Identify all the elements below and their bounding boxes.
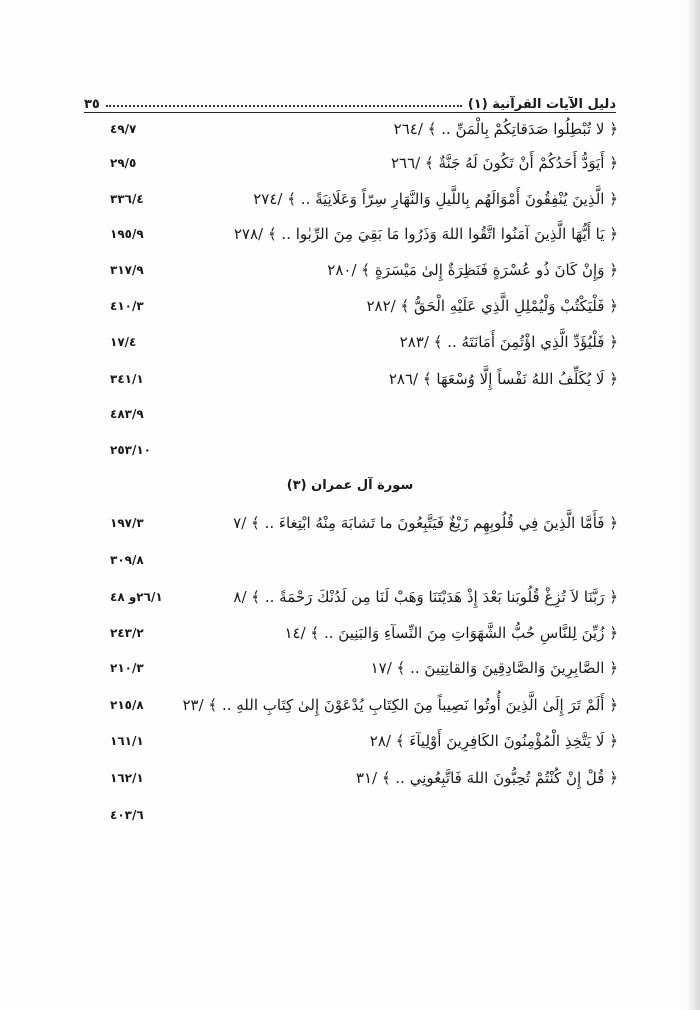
ayah-text: ﴿ أَيَوَدُّ أَحَدُكُمْ أَنْ تَكُونَ لَهُ جَنَّةٌ ﴾ /٢٦٦ [390,154,618,172]
ayah-text: ﴿ فَلْيَكْتُبْ وَلْيُمْلِلِ الَّذِي عَلَيْهِ الْحَقُّ ﴾ /٢٨٢ [366,297,618,315]
ayah-text: ﴿ زُيِّنَ لِلنَّاسِ حُبُّ الشَّهَوَاتِ مِنَ النِّسآءِ وَالبَنِينَ .. ﴾ /١٤ [284,624,618,642]
index-entry [110,294,618,318]
volume-page-reference: ٤١٠/٣ [110,299,144,313]
ayah-text: ﴿ رَبَّنَا لاَ تُزِغْ قُلُوبَنا بَعْدَ إِذْ هَدَيْتَنَا وَهَبْ لَنَا مِن لَدُنْكَ رَحْمَةً .. ﴾ /٨ [233,588,618,606]
volume-page-reference: ٣٤١/١ [110,372,144,386]
header-dot-leader [106,105,462,107]
index-entry [110,585,618,609]
volume-page-reference: ٣٣٦/٤ [110,192,144,206]
index-entry [110,258,618,282]
header-title: دليل الآيات القرآنية (١) [467,97,616,112]
volume-page-reference: ٢٥٣/١٠ [110,443,152,457]
surah-heading: سورة آل عمران (٣) [286,478,414,493]
ayah-text: ﴿ لا تُبْطِلُوا صَدَقاتِكُمْ بِالْمَنِّ .. ﴾ /٢٦٤ [393,120,618,138]
volume-page-reference: ٤٨٣/٩ [110,407,144,421]
index-entry [110,621,618,645]
index-entry [110,803,618,827]
ayah-text: ﴿ الَّذِينَ يُنْفِقُونَ أَمْوَالَهُم بِاللَّيلِ وَالنَّهَارِ سِرّاً وَعَلَانِيَةً .. ﴾ /٢٧٤ [253,190,618,208]
ayah-text: ﴿ أَلَمْ تَرَ إِلَىٰ الَّذِينَ أُوتُوا نَصِيباً مِنَ الكِتَابِ يُدْعَوْنَ إِلىٰ كِتَابِ اللهِ .. ﴾ /٢٣ [182,696,618,714]
index-entry [110,117,618,141]
volume-page-reference: ١٩٥/٩ [110,227,144,241]
ayah-text: ﴿ فَلْيُؤَدِّ الَّذِي اؤْتُمِنَ أَمَانَتَهُ .. ﴾ /٢٨٣ [399,333,618,351]
index-entry [110,729,618,753]
volume-page-reference: ١٦٢/١ [110,771,144,785]
page-number: ٣٥ [84,97,100,112]
index-entry [110,222,618,246]
index-entry [110,367,618,391]
index-entry [110,766,618,790]
index-entry [110,693,618,717]
volume-page-reference: ١٦١/١ [110,734,144,748]
index-entry [110,187,618,211]
volume-page-reference: ٢١٥/٨ [110,698,144,712]
volume-page-reference: ٢٩/٥ [110,156,137,170]
index-entry [110,511,618,535]
ayah-text: ﴿ قُلْ إِنْ كُنْتُمْ تُحِبُّونَ اللهَ فَاتَّبِعُونِي .. ﴾ /٣١ [355,769,618,787]
volume-page-reference: ٢٦/١و ٤٨ [110,590,163,604]
volume-page-reference: ٣٠٩/٨ [110,553,144,567]
running-header [84,90,616,113]
ayah-text: ﴿ لَا يُكَلِّفُ اللهُ نَفْساً إِلَّا وُسْعَهَا ﴾ /٢٨٦ [388,370,618,388]
ayah-text: ﴿ وَإِنْ كَانَ ذُو عُسْرَةٍ فَنَظِرَةٌ إِلىٰ مَيْسَرَةٍ ﴾ /٢٨٠ [327,261,618,279]
index-entry [110,438,618,462]
index-entry [110,402,618,426]
volume-page-reference: ٣١٧/٩ [110,263,144,277]
volume-page-reference: ٤٠٣/٦ [110,808,144,822]
index-entry [110,330,618,354]
index-entry [110,656,618,680]
ayah-text: ﴿ يَا أَيُّهَا الَّذِينَ آمَنُوا اتَّقُوا اللهَ وَذَرُوا مَا بَقِيَ مِنَ الرِّبٰوا .. ﴾ /٢٧٨ [233,225,618,243]
page-edge-shadow [686,0,700,1010]
ayah-text: ﴿ لَا يَتَّخِذِ الْمُؤْمِنُونَ الكَافِرِينَ أَوْلِيآءَ ﴾ /٢٨ [369,732,618,750]
volume-page-reference: ١٧/٤ [110,335,137,349]
ayah-text: ﴿ الصَّابِرِينَ وَالصَّادِقِينَ وَالقانِتِينَ .. ﴾ /١٧ [370,659,618,677]
volume-page-reference: ٢١٠/٣ [110,661,144,675]
volume-page-reference: ١٩٧/٣ [110,516,144,530]
volume-page-reference: ٤٩/٧ [110,122,137,136]
index-entry [110,151,618,175]
index-entry [110,548,618,572]
ayah-text: ﴿ فَأَمَّا الَّذِينَ فِي قُلُوبِهِم زَيْغٌ فَيَتَّبِعُونَ ما تَشابَهَ مِنْهُ ابْتِغاءَ .. ﴾ /٧ [233,514,618,532]
volume-page-reference: ٢٤٣/٢ [110,626,144,640]
